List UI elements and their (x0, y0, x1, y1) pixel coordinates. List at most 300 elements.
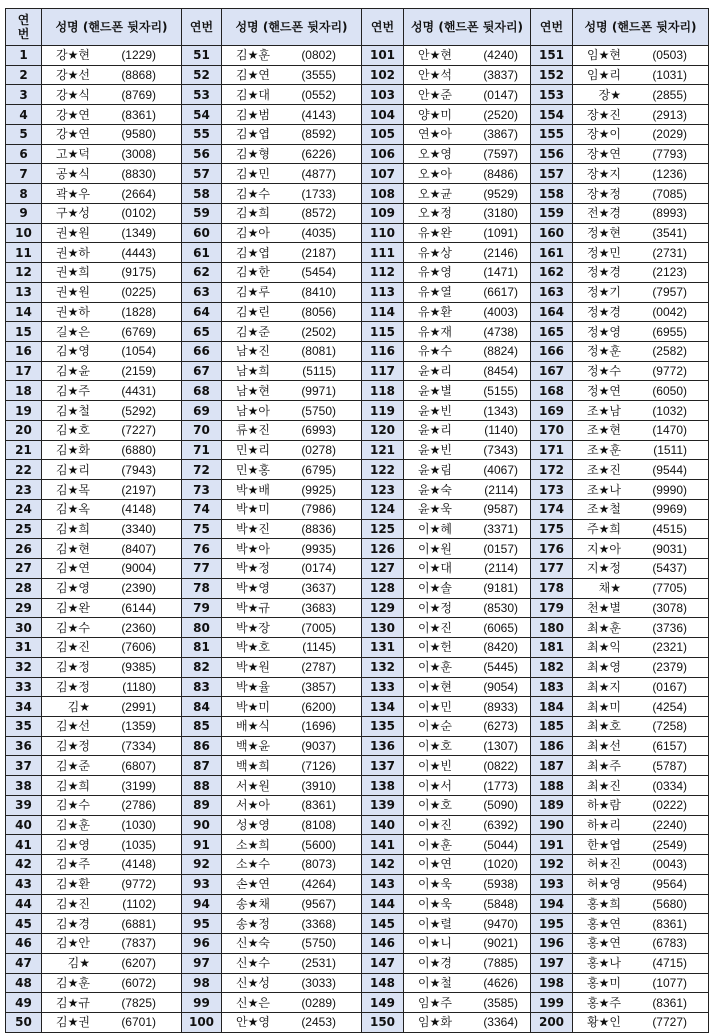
phone-suffix: (2146) (483, 245, 518, 260)
name-cell (573, 953, 709, 973)
masked-name: 지★아 (587, 541, 621, 556)
phone-suffix: (5848) (483, 896, 518, 911)
row-number: 153 (531, 85, 573, 105)
phone-suffix: (7343) (483, 443, 518, 458)
phone-suffix: (0334) (652, 778, 687, 793)
name-cell (573, 223, 709, 243)
masked-name: 박★장 (236, 620, 270, 635)
masked-name: 이★경 (418, 956, 452, 971)
name-cell (42, 618, 182, 638)
name-cell (573, 243, 709, 263)
name-cell (42, 776, 182, 796)
row-number: 140 (362, 815, 404, 835)
name-cell (404, 105, 531, 125)
phone-suffix: (6881) (121, 916, 156, 931)
phone-suffix: (9031) (652, 541, 687, 556)
row-number: 172 (531, 460, 573, 480)
name-cell (404, 282, 531, 302)
row-number: 40 (6, 815, 42, 835)
masked-name: 윤★빈 (418, 403, 452, 418)
masked-name: 이★정 (418, 600, 452, 615)
name-cell (404, 65, 531, 85)
phone-suffix: (7727) (652, 1015, 687, 1030)
row-number: 150 (362, 1012, 404, 1032)
table-row (6, 480, 709, 500)
table-row (6, 993, 709, 1013)
name-cell (404, 322, 531, 342)
masked-name: 유★상 (418, 245, 452, 260)
row-number: 191 (531, 835, 573, 855)
name-cell (42, 815, 182, 835)
name-cell (573, 46, 709, 66)
row-number: 63 (182, 282, 222, 302)
phone-suffix: (8572) (301, 206, 336, 221)
name-cell (42, 401, 182, 421)
phone-suffix: (3078) (652, 600, 687, 615)
table-row (6, 302, 709, 322)
phone-suffix: (5292) (121, 403, 156, 418)
name-cell (42, 598, 182, 618)
phone-suffix: (8361) (652, 916, 687, 931)
row-number: 119 (362, 401, 404, 421)
phone-suffix: (1020) (483, 857, 518, 872)
name-cell (222, 855, 362, 875)
phone-suffix: (3364) (483, 1015, 518, 1030)
phone-suffix: (8868) (121, 68, 156, 83)
masked-name: 홍★나 (587, 956, 621, 971)
row-number: 198 (531, 973, 573, 993)
name-cell (222, 815, 362, 835)
row-number: 173 (531, 480, 573, 500)
row-number: 51 (182, 46, 222, 66)
table-row (6, 874, 709, 894)
masked-name: 연★아 (418, 127, 452, 142)
phone-suffix: (4877) (301, 166, 336, 181)
table-row (6, 420, 709, 440)
phone-suffix: (0157) (483, 541, 518, 556)
masked-name: 이★원 (418, 541, 452, 556)
masked-name: 김★루 (236, 285, 270, 300)
row-number: 175 (531, 519, 573, 539)
row-number: 95 (182, 914, 222, 934)
masked-name: 이★호 (418, 739, 452, 754)
phone-suffix: (9385) (121, 660, 156, 675)
masked-name: 유★환 (418, 304, 452, 319)
phone-suffix: (1091) (483, 225, 518, 240)
masked-name: 안★준 (418, 87, 452, 102)
row-number: 103 (362, 85, 404, 105)
name-cell (222, 539, 362, 559)
phone-suffix: (9564) (652, 877, 687, 892)
masked-name: 최★영 (587, 660, 621, 675)
masked-name: 신★성 (236, 975, 270, 990)
phone-suffix: (9175) (121, 265, 156, 280)
masked-name: 장★지 (587, 166, 621, 181)
phone-suffix: (6701) (121, 1015, 156, 1030)
header-name-1: 성명 (핸드폰 뒷자리) (42, 9, 182, 46)
name-cell (573, 480, 709, 500)
phone-suffix: (8056) (301, 304, 336, 319)
table-row (6, 894, 709, 914)
masked-name: 정★훈 (587, 344, 621, 359)
masked-name: 최★진 (587, 778, 621, 793)
phone-suffix: (5600) (301, 837, 336, 852)
name-cell (222, 65, 362, 85)
row-number: 26 (6, 539, 42, 559)
row-number: 111 (362, 243, 404, 263)
row-number: 195 (531, 914, 573, 934)
row-number: 157 (531, 164, 573, 184)
name-cell (42, 46, 182, 66)
row-number: 196 (531, 934, 573, 954)
masked-name: 김★주 (56, 383, 90, 398)
row-number: 170 (531, 420, 573, 440)
masked-name: 김★형 (236, 147, 270, 162)
name-cell (222, 322, 362, 342)
header-name-2: 성명 (핸드폰 뒷자리) (222, 9, 362, 46)
masked-name: 류★진 (236, 423, 270, 438)
masked-name: 박★원 (236, 660, 270, 675)
phone-suffix: (4035) (301, 225, 336, 240)
masked-name: 김★옥 (56, 502, 90, 517)
row-number: 79 (182, 598, 222, 618)
table-row (6, 638, 709, 658)
name-cell (222, 638, 362, 658)
name-cell (404, 598, 531, 618)
phone-suffix: (3033) (301, 975, 336, 990)
masked-name: 정★경 (587, 265, 621, 280)
row-number: 3 (6, 85, 42, 105)
row-number: 124 (362, 499, 404, 519)
masked-name: 신★수 (236, 956, 270, 971)
phone-suffix: (9567) (301, 896, 336, 911)
row-number: 110 (362, 223, 404, 243)
row-number: 4 (6, 105, 42, 125)
masked-name: 박★미 (236, 699, 270, 714)
masked-name: 김★주 (56, 857, 90, 872)
phone-suffix: (8836) (301, 521, 336, 536)
name-cell (573, 519, 709, 539)
masked-name: 홍★주 (587, 995, 621, 1010)
table-row (6, 973, 709, 993)
row-number: 69 (182, 401, 222, 421)
row-number: 72 (182, 460, 222, 480)
row-number: 151 (531, 46, 573, 66)
row-number: 167 (531, 361, 573, 381)
row-number: 58 (182, 184, 222, 204)
name-cell (222, 282, 362, 302)
row-number: 101 (362, 46, 404, 66)
row-number: 194 (531, 894, 573, 914)
phone-suffix: (0503) (652, 48, 687, 63)
row-number: 164 (531, 302, 573, 322)
name-cell (42, 223, 182, 243)
row-number: 6 (6, 144, 42, 164)
row-number: 165 (531, 322, 573, 342)
row-number: 50 (6, 1012, 42, 1032)
phone-suffix: (7005) (301, 620, 336, 635)
masked-name: 김★윤 (56, 364, 90, 379)
row-number: 2 (6, 65, 42, 85)
phone-suffix: (1733) (301, 186, 336, 201)
name-cell (573, 776, 709, 796)
name-cell (404, 855, 531, 875)
name-cell (42, 361, 182, 381)
phone-suffix: (3857) (301, 679, 336, 694)
name-cell (573, 795, 709, 815)
masked-name: 유★수 (418, 344, 452, 359)
masked-name: 김★훈 (236, 48, 270, 63)
masked-name: 장★이 (587, 127, 621, 142)
phone-suffix: (5938) (483, 877, 518, 892)
phone-suffix: (0278) (301, 443, 336, 458)
row-number: 114 (362, 302, 404, 322)
name-cell (222, 401, 362, 421)
phone-suffix: (6065) (483, 620, 518, 635)
name-cell (404, 460, 531, 480)
name-cell (404, 519, 531, 539)
phone-suffix: (1229) (121, 48, 156, 63)
name-cell (404, 894, 531, 914)
table-row (6, 46, 709, 66)
name-cell (404, 618, 531, 638)
row-number: 45 (6, 914, 42, 934)
phone-suffix: (3368) (301, 916, 336, 931)
masked-name: 홍★희 (587, 896, 621, 911)
phone-suffix: (6880) (121, 443, 156, 458)
name-cell (222, 934, 362, 954)
name-cell (42, 144, 182, 164)
row-number: 193 (531, 874, 573, 894)
row-number: 92 (182, 855, 222, 875)
masked-name: 김★진 (56, 896, 90, 911)
name-cell (42, 835, 182, 855)
name-cell (222, 263, 362, 283)
table-row (6, 736, 709, 756)
masked-name: 김★범 (236, 107, 270, 122)
table-row (6, 795, 709, 815)
name-cell (42, 795, 182, 815)
masked-name: 이★욱 (418, 896, 452, 911)
name-cell (404, 638, 531, 658)
row-number: 113 (362, 282, 404, 302)
masked-name: 이★대 (418, 561, 452, 576)
masked-name: 안★현 (418, 48, 452, 63)
masked-name: 송★정 (236, 916, 270, 931)
masked-name: 강★연 (56, 127, 90, 142)
phone-suffix: (4003) (483, 304, 518, 319)
masked-name: 강★현 (56, 48, 90, 63)
name-cell (222, 184, 362, 204)
phone-suffix: (2531) (301, 956, 336, 971)
phone-suffix: (0043) (652, 857, 687, 872)
name-cell (404, 440, 531, 460)
masked-name: 김★규 (56, 995, 90, 1010)
name-cell (404, 539, 531, 559)
name-cell (573, 539, 709, 559)
phone-suffix: (8407) (121, 541, 156, 556)
masked-name: 양★미 (418, 107, 452, 122)
name-cell (42, 342, 182, 362)
table-row (6, 440, 709, 460)
phone-suffix: (0042) (652, 304, 687, 319)
name-cell (222, 342, 362, 362)
name-cell (404, 263, 531, 283)
phone-suffix: (1032) (652, 403, 687, 418)
name-cell (573, 835, 709, 855)
phone-suffix: (3910) (301, 778, 336, 793)
masked-name: 정★민 (587, 245, 621, 260)
name-cell (573, 420, 709, 440)
phone-suffix: (7126) (301, 758, 336, 773)
header-no-2: 연번 (182, 9, 222, 46)
name-cell (573, 559, 709, 579)
phone-suffix: (3541) (652, 225, 687, 240)
phone-suffix: (1140) (484, 423, 518, 438)
phone-suffix: (6200) (301, 699, 336, 714)
row-number: 31 (6, 638, 42, 658)
table-body (6, 46, 709, 1033)
masked-name: 박★배 (236, 482, 270, 497)
row-number: 65 (182, 322, 222, 342)
phone-suffix: (6807) (121, 758, 156, 773)
phone-suffix: (2731) (652, 245, 687, 260)
name-cell (222, 657, 362, 677)
table-row (6, 697, 709, 717)
table-row (6, 105, 709, 125)
masked-name: 조★현 (587, 423, 621, 438)
table-row (6, 953, 709, 973)
name-cell (42, 85, 182, 105)
phone-suffix: (4264) (301, 877, 336, 892)
phone-suffix: (9969) (652, 502, 687, 517)
phone-suffix: (0147) (483, 87, 518, 102)
row-number: 144 (362, 894, 404, 914)
row-number: 9 (6, 203, 42, 223)
masked-name: 박★진 (236, 521, 270, 536)
masked-name: 권★희 (56, 265, 90, 280)
phone-suffix: (6392) (483, 818, 518, 832)
row-number: 99 (182, 993, 222, 1013)
row-number: 161 (531, 243, 573, 263)
masked-name: 김★ (67, 699, 90, 714)
table-row (6, 756, 709, 776)
table-row (6, 578, 709, 598)
row-number: 13 (6, 282, 42, 302)
name-cell (404, 815, 531, 835)
row-number: 176 (531, 539, 573, 559)
name-cell (42, 65, 182, 85)
phone-suffix: (8081) (301, 344, 336, 359)
name-cell (573, 401, 709, 421)
name-cell (404, 203, 531, 223)
name-cell (573, 756, 709, 776)
row-number: 36 (6, 736, 42, 756)
masked-name: 성★영 (236, 818, 270, 832)
phone-suffix: (1030) (121, 818, 156, 832)
row-number: 33 (6, 677, 42, 697)
masked-name: 최★선 (587, 739, 621, 754)
masked-name: 김★엽 (236, 127, 270, 142)
phone-suffix: (8486) (483, 166, 518, 181)
phone-suffix: (2582) (652, 344, 687, 359)
row-number: 136 (362, 736, 404, 756)
masked-name: 이★진 (418, 818, 452, 832)
row-number: 147 (362, 953, 404, 973)
masked-name: 장★연 (587, 147, 621, 162)
header-no-1: 연 번 (6, 9, 42, 46)
phone-suffix: (4515) (652, 521, 687, 536)
phone-suffix: (8824) (483, 344, 518, 359)
name-cell (573, 282, 709, 302)
name-cell (222, 578, 362, 598)
phone-suffix: (8420) (483, 640, 518, 655)
masked-name: 김★준 (56, 758, 90, 773)
name-cell (222, 243, 362, 263)
name-cell (42, 243, 182, 263)
table-row (6, 144, 709, 164)
name-cell (404, 85, 531, 105)
row-number: 186 (531, 736, 573, 756)
phone-suffix: (1471) (483, 265, 518, 280)
name-cell (404, 677, 531, 697)
name-cell (222, 914, 362, 934)
phone-suffix: (3371) (483, 521, 518, 536)
name-cell (42, 934, 182, 954)
masked-name: 허★진 (587, 857, 621, 872)
table-row (6, 559, 709, 579)
phone-suffix: (9021) (483, 936, 518, 951)
name-cell (404, 480, 531, 500)
phone-suffix: (1031) (652, 68, 687, 83)
name-cell (42, 539, 182, 559)
row-number: 32 (6, 657, 42, 677)
table-row (6, 203, 709, 223)
phone-suffix: (3585) (483, 995, 518, 1010)
name-cell (404, 914, 531, 934)
roster-table (5, 8, 709, 1033)
phone-suffix: (6617) (483, 285, 518, 300)
phone-suffix: (4254) (652, 699, 687, 714)
phone-suffix: (7597) (483, 147, 518, 162)
row-number: 199 (531, 993, 573, 1013)
masked-name: 김★영 (56, 837, 90, 852)
masked-name: 남★희 (236, 364, 270, 379)
table-row (6, 815, 709, 835)
masked-name: 임★현 (587, 48, 621, 63)
masked-name: 안★영 (236, 1015, 270, 1030)
phone-suffix: (4431) (121, 383, 156, 398)
name-cell (404, 736, 531, 756)
row-number: 7 (6, 164, 42, 184)
masked-name: 곽★우 (56, 186, 90, 201)
phone-suffix: (5454) (301, 265, 336, 280)
masked-name: 신★은 (236, 995, 270, 1010)
row-number: 106 (362, 144, 404, 164)
row-number: 91 (182, 835, 222, 855)
masked-name: 이★니 (418, 936, 452, 951)
masked-name: 김★수 (56, 798, 90, 813)
masked-name: 김★경 (56, 916, 90, 931)
name-cell (404, 776, 531, 796)
row-number: 154 (531, 105, 573, 125)
name-cell (222, 460, 362, 480)
name-cell (222, 993, 362, 1013)
phone-suffix: (3736) (652, 620, 687, 635)
row-number: 56 (182, 144, 222, 164)
name-cell (404, 835, 531, 855)
masked-name: 이★훈 (418, 837, 452, 852)
